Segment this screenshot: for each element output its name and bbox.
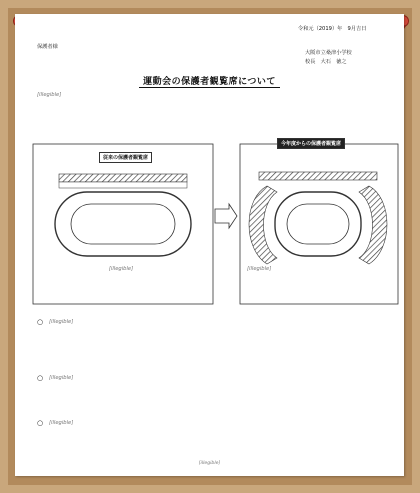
left-stand-hatched: [59, 174, 187, 182]
bullet-text: [illegible]: [49, 319, 74, 325]
right-diagram-header: 今年度からの保護者観覧席: [277, 138, 345, 149]
bullet-marker: ○: [37, 318, 44, 326]
recipient: 保護者様: [37, 44, 58, 50]
bullet-text: [illegible]: [49, 420, 74, 426]
left-track-inner: [71, 204, 175, 244]
school-name: 大阪市立桑津小学校: [305, 50, 352, 56]
arrow-right-icon: [215, 204, 237, 228]
notice-paper: [15, 14, 404, 476]
left-diagram-header: 従来の保護者観覧席: [99, 152, 152, 163]
principal-name: 校長 大石 徳之: [305, 59, 347, 65]
left-diagram-caption: [illegible]: [108, 266, 134, 272]
left-stand-row: [59, 182, 187, 188]
notice-title: 運動会の保護者観覧席について: [15, 74, 404, 87]
right-stand-hatched-top: [259, 172, 377, 180]
right-diagram-caption: [illegible]: [247, 266, 272, 272]
bullet-marker: ○: [37, 419, 44, 427]
issue-date: 令和元（2019）年 9月吉日: [298, 26, 367, 32]
bullet-marker: ○: [37, 374, 44, 382]
seating-diagrams: [15, 14, 404, 476]
intro-paragraph: [illegible]: [37, 92, 62, 98]
footer-note: [illegible]: [198, 461, 221, 466]
right-track-inner: [287, 204, 349, 244]
bullet-text: [illegible]: [49, 375, 74, 381]
